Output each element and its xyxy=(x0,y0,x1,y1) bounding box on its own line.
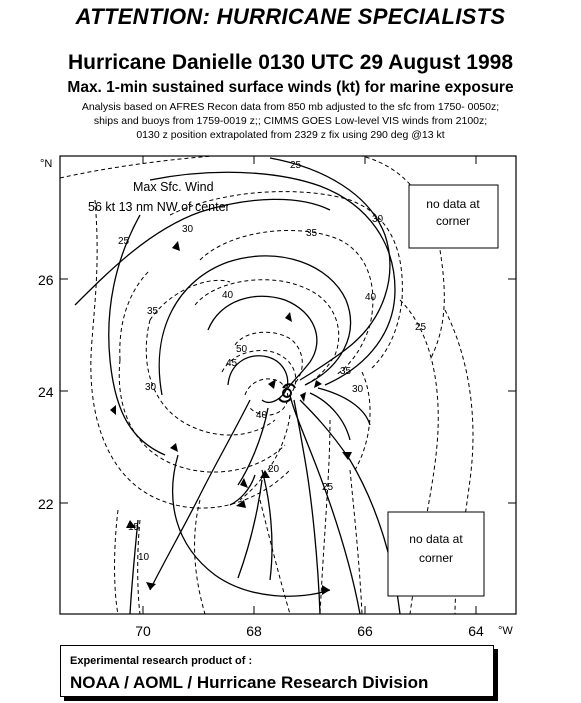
lat-label-26: 26 xyxy=(38,272,54,288)
north-unit-label: °N xyxy=(40,158,53,170)
contour-labels xyxy=(118,160,427,563)
isotach-25-east xyxy=(320,420,330,614)
contour-label: 40 xyxy=(222,290,234,301)
no-data-box-bottom xyxy=(388,512,484,596)
lat-label-24: 24 xyxy=(38,384,54,400)
streamline-far-sw xyxy=(130,520,138,614)
credit-line-1: Experimental research product of : xyxy=(70,655,253,667)
streamline-southwest xyxy=(173,455,330,596)
contour-label: 25 xyxy=(118,236,130,247)
no-data-box-top xyxy=(409,185,498,248)
no-data-text: corner xyxy=(435,214,471,228)
arrowhead xyxy=(268,379,276,389)
lon-label-64: 64 xyxy=(468,623,484,639)
analysis-note-1: Analysis based on AFRES Recon data from 850 mb adjusted to the sfc from 1750- 0050z; xyxy=(81,101,500,113)
contour-label: 30 xyxy=(145,382,157,393)
arrowhead xyxy=(170,443,178,452)
contour-label: 30 xyxy=(372,214,384,225)
arrowhead xyxy=(314,380,322,388)
contour-label: 25 xyxy=(322,482,334,493)
contour-label: 50 xyxy=(236,344,248,355)
page-subtitle: Max. 1-min sustained surface winds (kt) for marine exposure xyxy=(67,79,514,96)
streamline-se-3 xyxy=(294,400,320,614)
isotach-10 xyxy=(138,520,140,614)
lat-label-22: 22 xyxy=(38,496,54,512)
contour-label: 25 xyxy=(415,322,427,333)
max-wind-value: 56 kt 13 nm NW of center xyxy=(88,200,230,214)
lon-label-68: 68 xyxy=(246,623,262,639)
no-data-text: no data at xyxy=(409,532,463,546)
streamline-s-inflow-2 xyxy=(238,480,262,578)
arrowhead xyxy=(285,312,292,322)
arrowhead xyxy=(342,452,352,460)
contour-label: 40 xyxy=(256,410,268,421)
isotach-15 xyxy=(115,510,118,614)
streamline-w-spiral-inner xyxy=(208,296,317,388)
west-unit-label: °W xyxy=(498,625,513,637)
analysis-note-2: ships and buoys from 1759-0019 z;; CIMMS GOES Low-level VIS winds from 2100z; xyxy=(93,115,488,127)
streamline-w-spiral xyxy=(159,256,350,395)
page-title: Hurricane Danielle 0130 UTC 29 August 1998 xyxy=(67,51,514,74)
arrowhead xyxy=(110,405,116,415)
contour-label: 35 xyxy=(340,366,352,377)
no-data-text: corner xyxy=(418,551,454,565)
streamline-se-2 xyxy=(300,400,400,614)
streamline-far-west xyxy=(109,215,165,455)
contour-label: 30 xyxy=(182,224,194,235)
contour-label: 35 xyxy=(306,228,318,239)
credit-box xyxy=(60,645,494,697)
credit-line-2: NOAA / AOML / Hurricane Research Division xyxy=(70,673,429,692)
attention-heading: ATTENTION: HURRICANE SPECIALISTS xyxy=(75,4,506,29)
analysis-note-3: 0130 z position extrapolated from 2329 z fix using 290 deg @13 kt xyxy=(136,129,445,141)
arrowhead xyxy=(172,241,180,251)
contour-label: 45 xyxy=(226,358,238,369)
contour-label: 40 xyxy=(365,292,377,303)
max-wind-label: Max Sfc. Wind xyxy=(133,180,214,194)
arrowhead xyxy=(322,585,330,595)
contour-label: 20 xyxy=(268,464,280,475)
lon-label-66: 66 xyxy=(357,623,373,639)
contour-label: 35 xyxy=(147,306,159,317)
contour-label: 25 xyxy=(290,160,302,171)
contour-label: 10 xyxy=(138,552,150,563)
arrowhead xyxy=(146,582,156,590)
no-data-text: no data at xyxy=(426,197,480,211)
contour-label: 30 xyxy=(352,384,364,395)
contour-label: 15 xyxy=(128,522,140,533)
lon-label-70: 70 xyxy=(135,623,151,639)
